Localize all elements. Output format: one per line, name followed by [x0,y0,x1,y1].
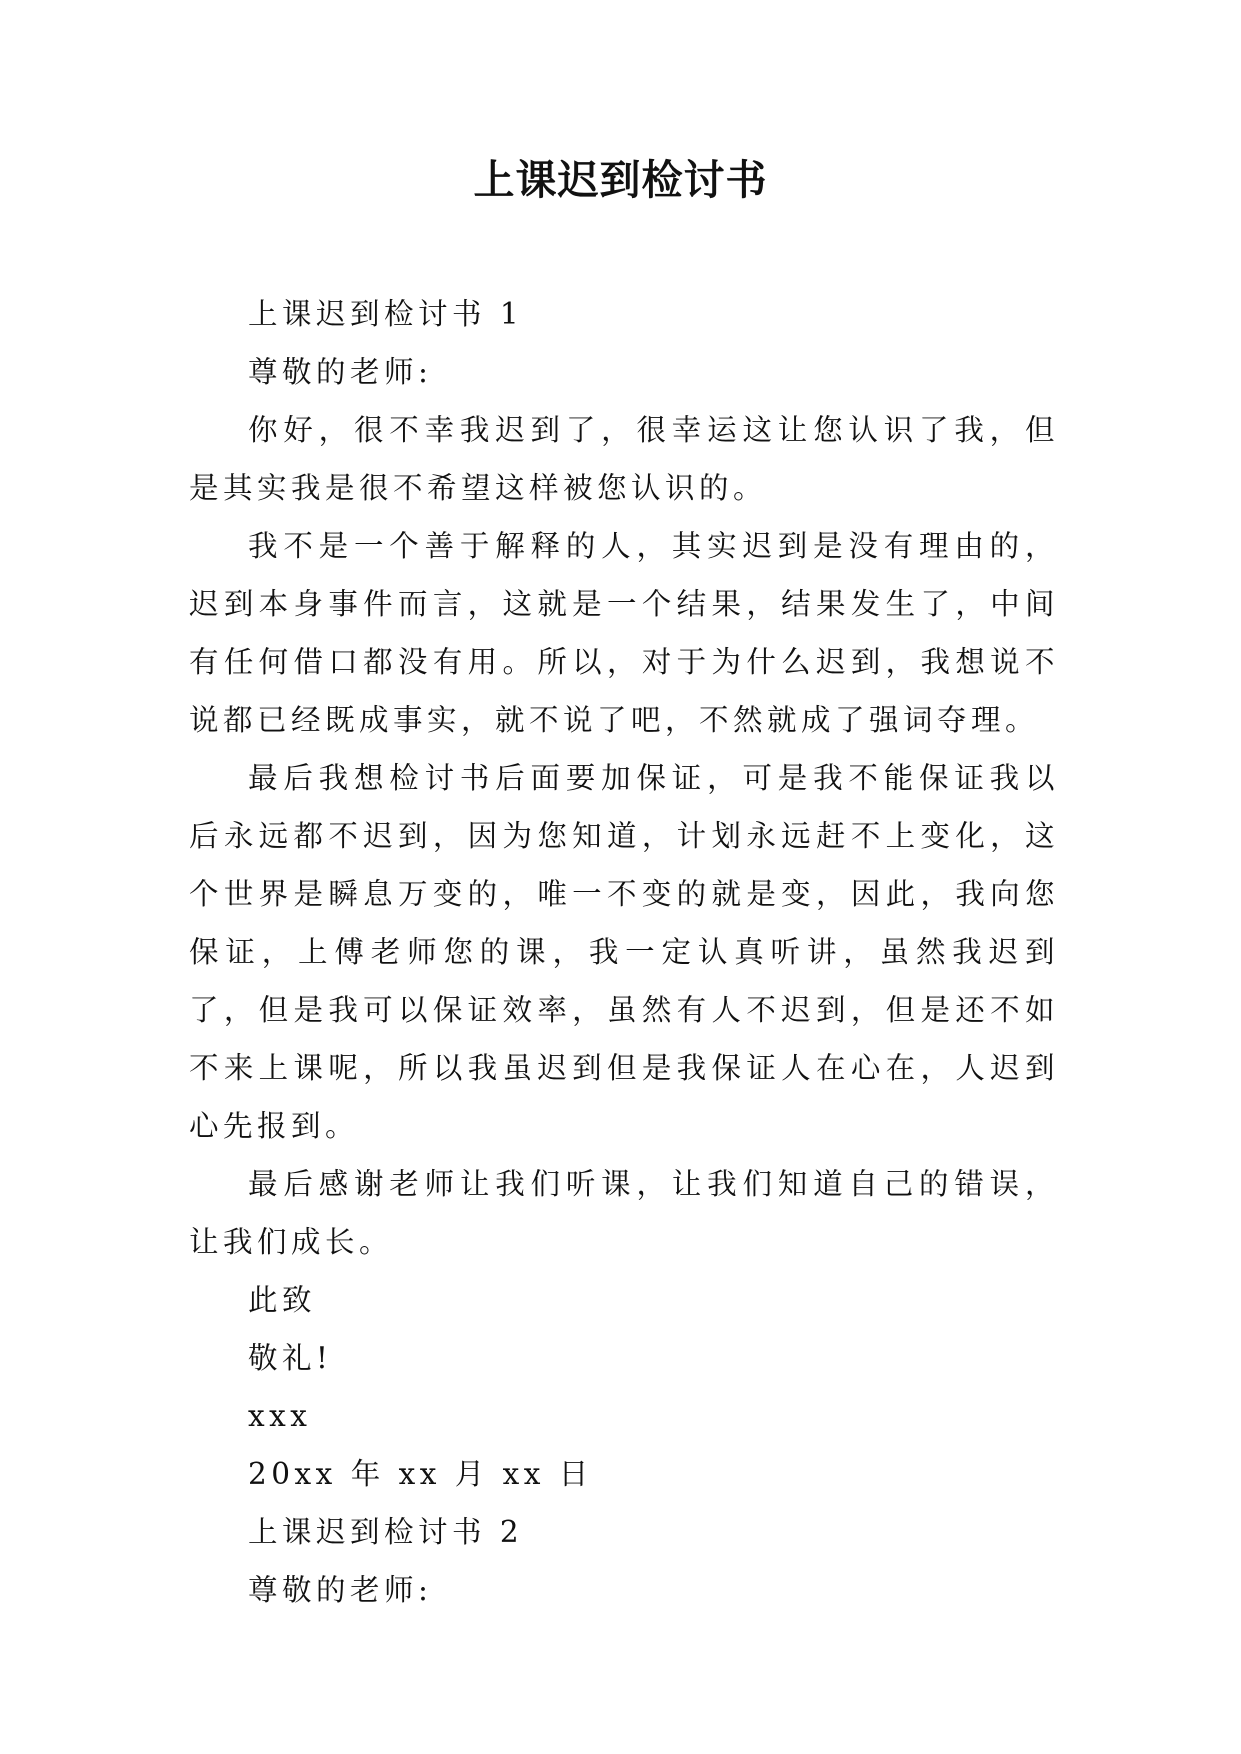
document-body [189,285,1059,1619]
signature-name: xxx [248,1399,312,1433]
signature-date: 20xx 年 xx 月 xx 日 [248,1457,593,1491]
document-title: 上课迟到检讨书 [473,156,768,204]
salutation-2: 尊敬的老师: [248,1573,433,1607]
paragraph-greeting: 你好，很不幸我迟到了，很幸运这让您认识了我，但是其实我是很不希望这样被您认识的。 [189,413,1059,505]
section-heading-2: 上课迟到检讨书 2 [248,1515,524,1549]
paragraph-promise: 最后我想检讨书后面要加保证，可是我不能保证我以后永远都不迟到，因为您知道，计划永远赶不上变化，这个世界是瞬息万变的，唯一不变的就是变，因此，我向您保证，上傅老师您的课，我一定认真听讲，虽然我迟到了，但是我可以保证效率，虽然有人不迟到，但是还不如不来上课呢，所以我虽迟到但是我保证人在心在，人迟到心先报到。 [189,761,1059,1143]
closing-jingli: 敬礼! [248,1341,333,1375]
paragraph-explanation: 我不是一个善于解释的人，其实迟到是没有理由的，迟到本身事件而言，这就是一个结果，结果发生了，中间有任何借口都没有用。所以，对于为什么迟到，我想说不说都已经既成事实，就不说了吧，不然就成了强词夺理。 [189,529,1059,737]
salutation-1: 尊敬的老师: [248,355,433,389]
section-heading-1: 上课迟到检讨书 1 [248,297,524,331]
paragraph-thanks: 最后感谢老师让我们听课，让我们知道自己的错误，让我们成长。 [189,1167,1059,1259]
closing-cizhi: 此致 [248,1283,317,1317]
